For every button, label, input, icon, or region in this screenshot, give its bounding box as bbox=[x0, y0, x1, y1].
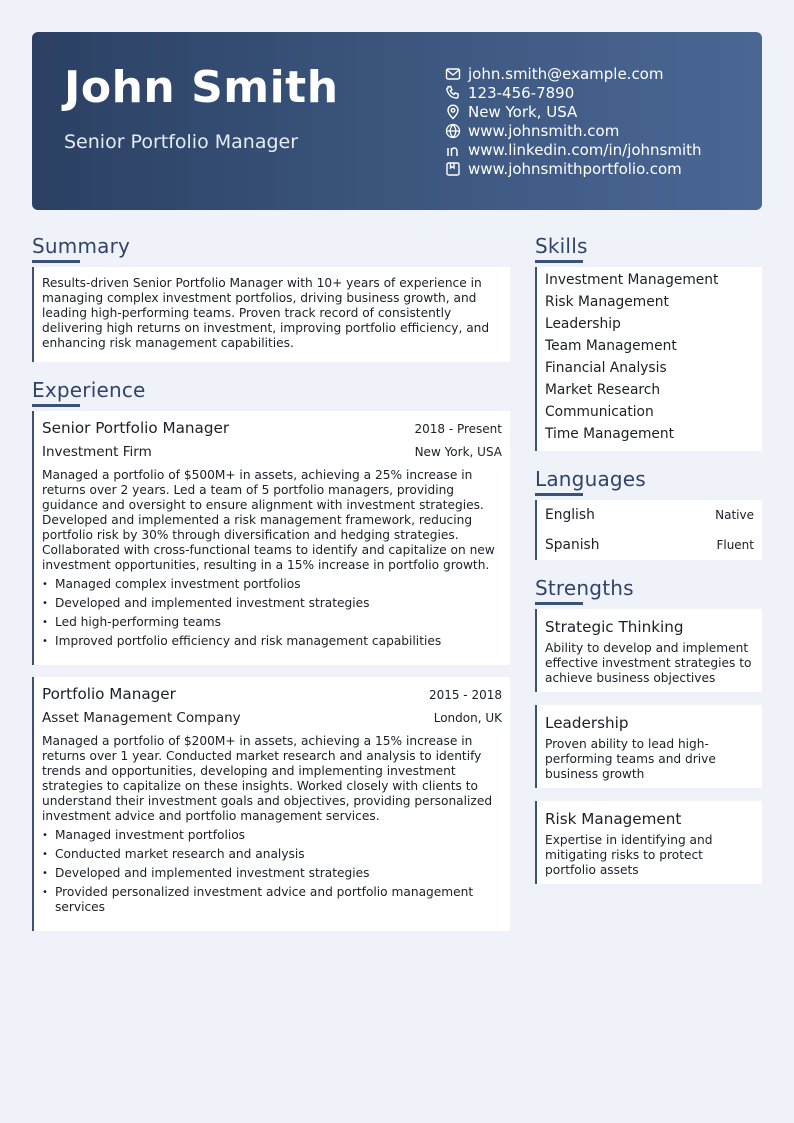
job-subheader bbox=[34, 710, 510, 726]
summary-line: leading high-performing teams. Proven track record of consistently bbox=[42, 306, 452, 320]
contact-location bbox=[445, 102, 702, 121]
job-description bbox=[34, 468, 510, 573]
job-bullet: • Managed complex investment portfolios bbox=[55, 577, 502, 592]
summary-line: delivering high returns on investment, improving portfolio efficiency, and bbox=[42, 321, 490, 335]
job-description-line: strategies to capitalize on these insights. Worked closely with clients to bbox=[42, 779, 478, 793]
header-banner bbox=[32, 32, 762, 210]
contact-list bbox=[445, 64, 702, 178]
job-description-line: returns over 2 years. Led a team of 5 portfolio managers, providing bbox=[42, 483, 455, 497]
job-description-line: investment opportunities, resulting in a 15% increase in portfolio growth. bbox=[42, 558, 490, 572]
skill-item: Risk Management bbox=[545, 294, 669, 310]
location-pin-icon bbox=[445, 104, 461, 120]
language-name: Spanish bbox=[545, 537, 600, 553]
language-row bbox=[537, 530, 762, 560]
experience-card bbox=[32, 411, 510, 665]
job-description-line: Developed and implemented a risk management framework, reducing bbox=[42, 513, 473, 527]
job-bullet-list bbox=[34, 577, 510, 649]
job-description-line: guidance and oversight to ensure alignment with investment strategies. bbox=[42, 498, 484, 512]
strength-description-line: performing teams and drive bbox=[545, 752, 716, 766]
skills-heading: Skills bbox=[535, 234, 588, 258]
strength-title: Strategic Thinking bbox=[545, 618, 684, 636]
summary-card bbox=[32, 267, 510, 362]
mail-icon bbox=[445, 66, 461, 82]
job-bullet: • Improved portfolio efficiency and risk management capabilities bbox=[55, 634, 502, 649]
languages-heading: Languages bbox=[535, 467, 646, 491]
strength-title: Risk Management bbox=[545, 810, 682, 828]
strength-description-line: Expertise in identifying and bbox=[545, 833, 713, 847]
phone-icon bbox=[445, 85, 461, 101]
job-role: Senior Portfolio Manager bbox=[42, 419, 230, 437]
contact-portfolio[interactable] bbox=[445, 159, 702, 178]
strength-title: Leadership bbox=[545, 714, 629, 732]
language-name: English bbox=[545, 507, 595, 523]
strength-description bbox=[537, 636, 762, 686]
job-subheader bbox=[34, 444, 510, 460]
candidate-title: Senior Portfolio Manager bbox=[64, 131, 299, 153]
job-description-line: Collaborated with cross-functional teams to identify and capitalize on new bbox=[42, 543, 495, 557]
contact-website-text[interactable]: www.johnsmith.com bbox=[468, 121, 620, 140]
job-bullet: • Led high-performing teams bbox=[55, 615, 502, 630]
job-bullet: • Conducted market research and analysis bbox=[55, 847, 502, 862]
contact-location-text: New York, USA bbox=[468, 102, 578, 121]
job-dates: 2015 - 2018 bbox=[428, 688, 502, 702]
skill-item: Investment Management bbox=[545, 272, 719, 288]
job-location: London, UK bbox=[433, 711, 502, 725]
experience-heading-rule bbox=[32, 404, 80, 407]
globe-icon bbox=[445, 123, 461, 139]
contact-portfolio-text[interactable]: www.johnsmithportfolio.com bbox=[468, 159, 682, 178]
strength-description-line: achieve business objectives bbox=[545, 671, 716, 685]
candidate-name: John Smith bbox=[64, 62, 339, 113]
job-role: Portfolio Manager bbox=[42, 685, 176, 703]
skill-item: Time Management bbox=[545, 426, 675, 442]
strength-description-line: business growth bbox=[545, 767, 645, 781]
job-description bbox=[34, 734, 510, 824]
skill-item: Leadership bbox=[545, 316, 621, 332]
language-level: Fluent bbox=[716, 538, 754, 552]
strength-description-line: mitigating risks to protect bbox=[545, 848, 703, 862]
job-description-line: trends and opportunities, developing and implementing investment bbox=[42, 764, 456, 778]
job-description-line: investment advice and portfolio management services. bbox=[42, 809, 380, 823]
summary-heading-rule bbox=[32, 260, 80, 263]
skill-item: Market Research bbox=[545, 382, 661, 398]
language-row bbox=[537, 500, 762, 530]
job-description-line: returns over 1 year. Conducted market research and analysis to identify bbox=[42, 749, 482, 763]
job-bullet-list bbox=[34, 828, 510, 915]
skill-item: Communication bbox=[545, 404, 654, 420]
summary-heading: Summary bbox=[32, 234, 131, 258]
contact-linkedin[interactable] bbox=[445, 140, 702, 159]
skills-card bbox=[535, 267, 762, 451]
strength-description-line: Ability to develop and implement bbox=[545, 641, 749, 655]
skill-item: Financial Analysis bbox=[545, 360, 667, 376]
strengths-heading: Strengths bbox=[535, 576, 634, 600]
strength-description-line: Proven ability to lead high- bbox=[545, 737, 709, 751]
contact-website[interactable] bbox=[445, 121, 702, 140]
summary-line: Results-driven Senior Portfolio Manager with 10+ years of experience in bbox=[42, 276, 482, 290]
language-row-card bbox=[535, 530, 762, 560]
job-company: Asset Management Company bbox=[42, 710, 241, 726]
language-row-card bbox=[535, 500, 762, 530]
strength-card bbox=[535, 801, 762, 884]
contact-phone[interactable] bbox=[445, 83, 702, 102]
job-header bbox=[34, 677, 510, 703]
job-dates: 2018 - Present bbox=[414, 422, 502, 436]
job-header bbox=[34, 411, 510, 437]
contact-email[interactable] bbox=[445, 64, 702, 83]
job-description-line: Managed a portfolio of $200M+ in assets, achieving a 15% increase in bbox=[42, 734, 473, 748]
job-bullet: • Managed investment portfolios bbox=[55, 828, 502, 843]
strength-description-line: effective investment strategies to bbox=[545, 656, 752, 670]
strength-card bbox=[535, 609, 762, 692]
skills-heading-rule bbox=[535, 260, 583, 263]
job-description-line: Managed a portfolio of $500M+ in assets, achieving a 25% increase in bbox=[42, 468, 473, 482]
job-bullet: • Developed and implemented investment strategies bbox=[55, 596, 502, 611]
experience-card bbox=[32, 677, 510, 931]
summary-text bbox=[34, 267, 510, 351]
job-company: Investment Firm bbox=[42, 444, 152, 460]
summary-line: managing complex investment portfolios, driving business growth, and bbox=[42, 291, 477, 305]
strength-description bbox=[537, 828, 762, 878]
summary-line: enhancing risk management capabilities. bbox=[42, 336, 294, 350]
skill-item: Team Management bbox=[545, 338, 677, 354]
language-level: Native bbox=[715, 508, 754, 522]
experience-heading: Experience bbox=[32, 378, 146, 402]
job-bullet: • Provided personalized investment advice and portfolio management services bbox=[55, 885, 502, 915]
strength-card bbox=[535, 705, 762, 788]
languages-heading-rule bbox=[535, 493, 583, 496]
job-description-line: portfolio risk by 30% through diversification and hedging strategies. bbox=[42, 528, 459, 542]
job-location: New York, USA bbox=[414, 445, 502, 459]
contact-linkedin-text[interactable]: www.linkedin.com/in/johnsmith bbox=[468, 140, 702, 159]
contact-phone-text[interactable]: 123-456-7890 bbox=[468, 83, 575, 102]
job-bullet: • Developed and implemented investment strategies bbox=[55, 866, 502, 881]
strength-description bbox=[537, 732, 762, 782]
strengths-heading-rule bbox=[535, 602, 583, 605]
portfolio-icon bbox=[445, 161, 461, 177]
strength-description-line: portfolio assets bbox=[545, 863, 639, 877]
job-description-line: understand their investment goals and objectives, providing personalized bbox=[42, 794, 493, 808]
contact-email-text[interactable]: john.smith@example.com bbox=[468, 64, 664, 83]
linkedin-icon bbox=[445, 142, 461, 158]
